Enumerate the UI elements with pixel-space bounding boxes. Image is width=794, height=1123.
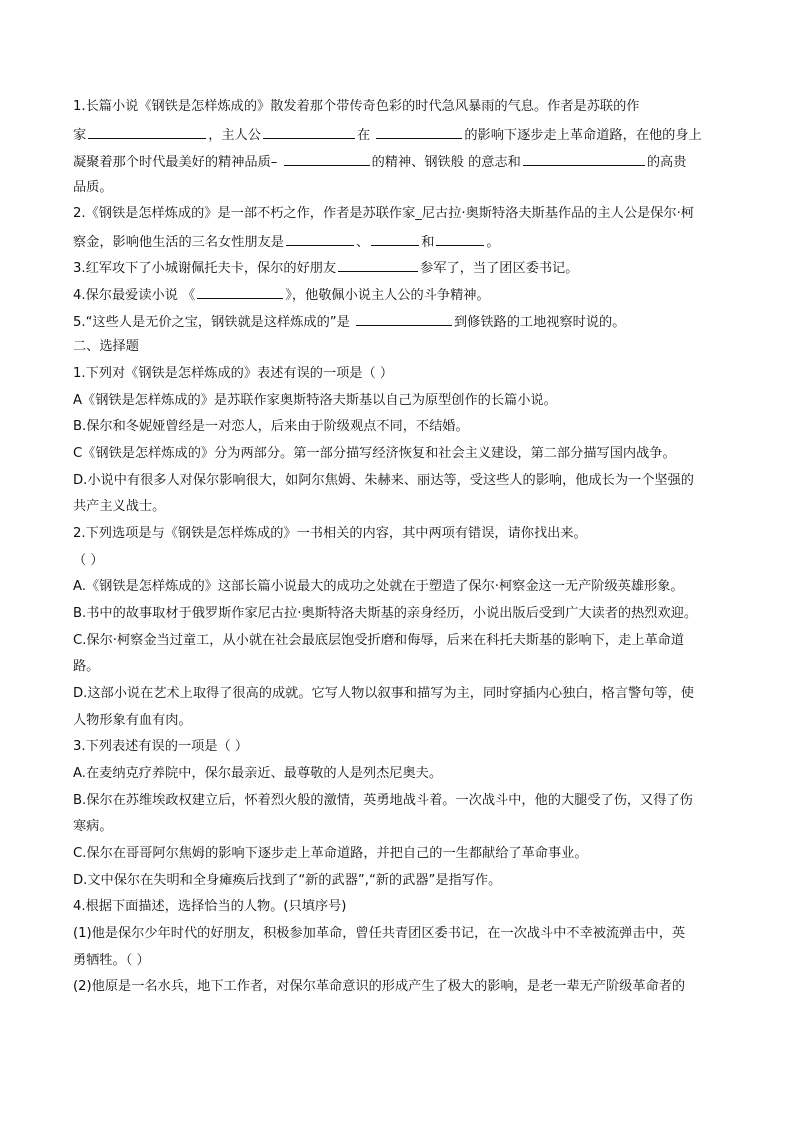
blank-speaker[interactable] (356, 312, 452, 326)
mc3-option-c: C.保尔在哥哥阿尔焦姆的影响下逐步走上革命道路，并把自己的一生都献给了革命事业。 (73, 846, 588, 861)
section-heading: 二、选择题 (73, 339, 139, 354)
blank-friend-1[interactable] (286, 232, 354, 246)
blank-friend-3[interactable] (436, 232, 484, 246)
mc2-answer-paren: （ ） (73, 553, 104, 568)
mc1-option-a: A《钢铁是怎样炼成的》是苏联作家奥斯特洛夫斯基以自己为原型创作的长篇小说。 (73, 393, 557, 408)
mc2-stem: 2.下列选项是与《钢铁是怎样炼成的》一书相关的内容，其中两项有错误，请你找出来。 (73, 526, 587, 541)
mc3-option-d: D.文中保尔在失明和全身瘫痪后找到了“新的武器”,“新的武器”是指写作。 (73, 873, 502, 888)
mc2-option-b: B.书中的故事取材于俄罗斯作家尼古拉·奥斯特洛夫斯基的亲身经历，小说出版后受到广大读者的热烈欢迎。 (73, 606, 698, 621)
mc2-option-a: A.《钢铁是怎样炼成的》这部长篇小说最大的成功之处就在于塑造了保尔·柯察金这一无产阶级英雄形象。 (73, 579, 684, 594)
blank-author[interactable] (88, 125, 206, 139)
mc3-stem: 3.下列表述有误的一项是（ ） (73, 739, 249, 754)
q1-line4: 品质。 (73, 180, 113, 195)
q1-line2: 家 ，主人公 在 的影响下逐步走上革命道路，在他的身上 (73, 125, 702, 143)
mc2-option-c-line2: 路。 (73, 659, 100, 674)
q4-match-item1-line2: 勇牺牲。（ ） (73, 953, 150, 968)
mc3-option-b-line2: 寒病。 (73, 819, 113, 834)
mc1-option-d-line2: 共产主义战士。 (73, 499, 166, 514)
blank-influencer[interactable] (376, 125, 462, 139)
blank-good-friend[interactable] (338, 258, 418, 272)
blank-protagonist[interactable] (263, 125, 355, 139)
mc1-stem: 1.下列对《钢铁是怎样炼成的》表述有误的一项是（ ） (73, 366, 394, 381)
blank-novel-title[interactable] (197, 285, 283, 299)
mc2-option-d-line2: 人物形象有血有肉。 (73, 713, 192, 728)
mc3-option-a: A.在麦纳克疗养院中，保尔最亲近、最尊敬的人是列杰尼奥夫。 (73, 766, 443, 781)
q2-line2: 察金，影响他生活的三名女性朋友是 、 和 。 (73, 232, 500, 250)
q4-match-stem: 4.根据下面描述，选择恰当的人物。(只填序号) (73, 899, 347, 914)
q5-line: 5.“这些人是无价之宝，钢铁就是这样炼成的”是 到修铁路的工地视察时说的。 (73, 312, 625, 330)
blank-friend-2[interactable] (371, 232, 419, 246)
q4-match-item1-line1: (1)他是保尔少年时代的好朋友，积极参加革命，曾任共青团区委书记，在一次战斗中不幸被流弹击中，英 (73, 926, 686, 941)
mc1-option-d-line1: D.小说中有很多人对保尔影响很大，如阿尔焦姆、朱赫来、丽达等，受这些人的影响，他成长为一个坚强的 (73, 473, 694, 488)
mc2-option-c-line1: C.保尔·柯察金当过童工，从小就在社会最底层饱受折磨和侮辱，后来在科托夫斯基的影响下，走上革命道 (73, 633, 685, 648)
mc1-option-b: B.保尔和冬妮娅曾经是一对恋人，后来由于阶级观点不同，不结婚。 (73, 419, 469, 434)
q2-line1: 2.《钢铁是怎样炼成的》是一部不朽之作，作者是苏联作家_尼古拉·奥斯特洛夫斯基作品的主人公是保尔·柯 (73, 206, 694, 221)
mc3-option-b-line1: B.保尔在苏维埃政权建立后，怀着烈火般的激情，英勇地战斗着。一次战斗中，他的大腿受了伤，又得了伤 (73, 793, 693, 808)
mc1-option-c: C《钢铁是怎样炼成的》分为两部分。第一部分描写经济恢复和社会主义建设，第二部分描写国内战争。 (73, 446, 676, 461)
q1-line1: 1.长篇小说《钢铁是怎样炼成的》散发着那个带传奇色彩的时代急风暴雨的气息。作者是苏联的作 (73, 99, 640, 114)
blank-quality[interactable] (523, 152, 645, 166)
q3-line: 3.红军攻下了小城谢佩托夫卡，保尔的好朋友 参军了，当了团区委书记。 (73, 258, 578, 276)
mc2-option-d-line1: D.这部小说在艺术上取得了很高的成就。它写人物以叙事和描写为主，同时穿插内心独白，格言警句等，使 (73, 686, 694, 701)
blank-spirit[interactable] (284, 152, 370, 166)
q4-match-item2-line1: (2)他原是一名水兵，地下工作者，对保尔革命意识的形成产生了极大的影响，是老一辈无产阶级革命者的 (73, 979, 686, 994)
q4-line: 4.保尔最爱读小说 《 》，他敬佩小说主人公的斗争精神。 (73, 285, 490, 303)
q1-line3: 凝聚着那个时代最美好的精神品质– 的精神、钢铁般 的意志和 的高贵 (73, 152, 686, 170)
